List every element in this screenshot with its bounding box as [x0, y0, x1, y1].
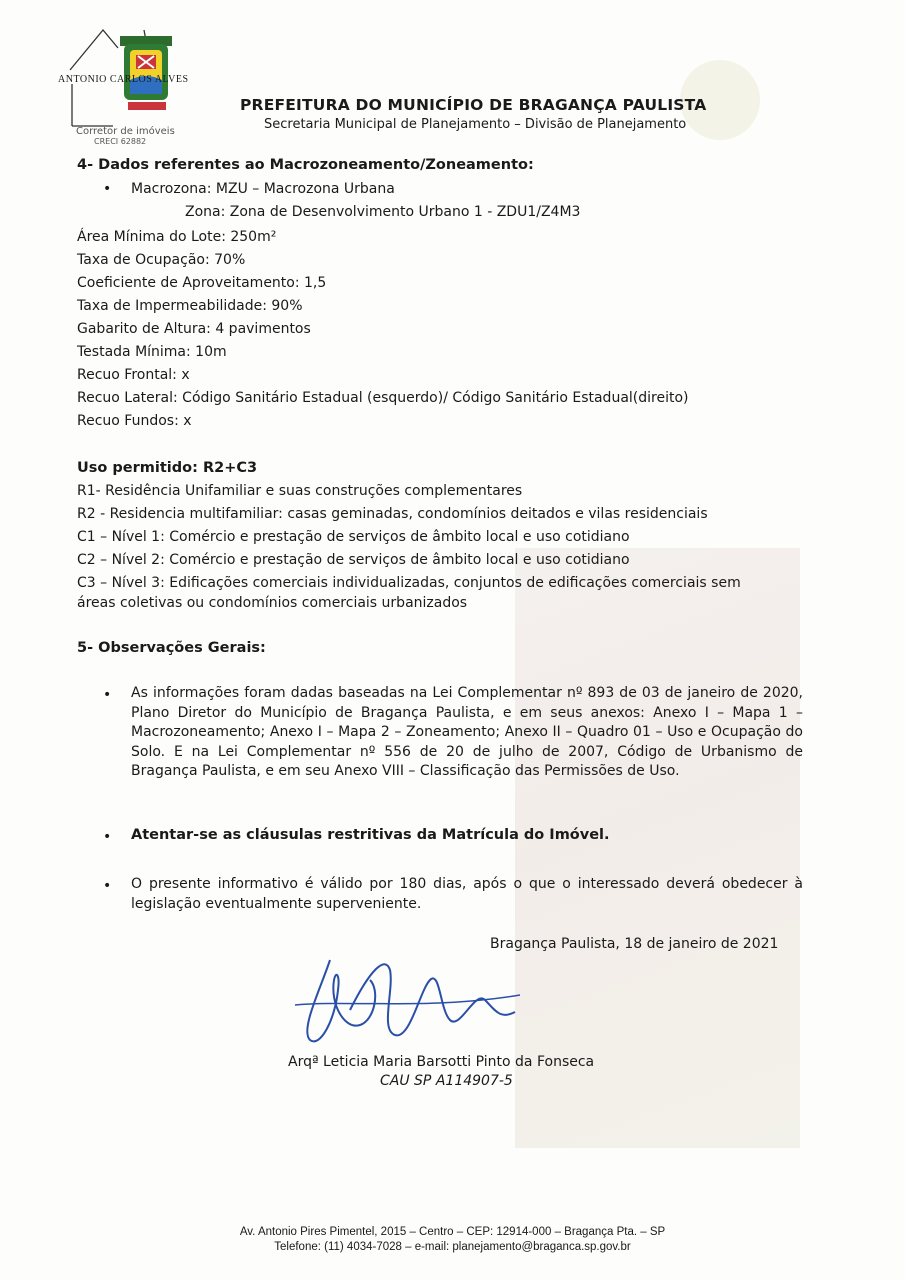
section-5-heading: 5- Observações Gerais:: [77, 640, 266, 656]
uso-item-c1: C1 – Nível 1: Comércio e prestação de serviços de âmbito local e uso cotidiano: [77, 529, 630, 545]
bullet-dot: •: [103, 829, 112, 845]
param-recuo-lateral: Recuo Lateral: Código Sanitário Estadual (esquerdo)/ Código Sanitário Estadual(direito): [77, 390, 689, 406]
param-recuo-frontal: Recuo Frontal: x: [77, 367, 190, 383]
observation-3: O presente informativo é válido por 180 dias, após o que o interessado deverá obedecer à legislação eventualmente superveniente.: [131, 876, 803, 912]
uso-item-r1: R1- Residência Unifamiliar e suas construções complementares: [77, 483, 523, 499]
uso-item-c3-continued: áreas coletivas ou condomínios comerciais urbanizados: [77, 595, 468, 611]
broker-role: Corretor de imóveis: [76, 126, 175, 137]
section-4-heading: 4- Dados referentes ao Macrozoneamento/Zoneamento:: [77, 157, 534, 173]
page-subtitle: Secretaria Municipal de Planejamento – Divisão de Planejamento: [264, 117, 687, 132]
zona-line: Zona: Zona de Desenvolvimento Urbano 1 - ZDU1/Z4M3: [185, 204, 581, 220]
param-impermeabilidade: Taxa de Impermeabilidade: 90%: [77, 298, 303, 314]
page-title: PREFEITURA DO MUNICÍPIO DE BRAGANÇA PAULISTA: [240, 96, 707, 114]
param-taxa-ocupacao: Taxa de Ocupação: 70%: [77, 252, 246, 268]
param-coeficiente: Coeficiente de Aproveitamento: 1,5: [77, 275, 327, 291]
param-testada: Testada Mínima: 10m: [77, 344, 227, 360]
broker-name: ANTONIO CARLOS ALVES: [58, 74, 189, 85]
bullet-dot: •: [103, 687, 112, 703]
param-area-minima: Área Mínima do Lote: 250m²: [77, 229, 277, 245]
signer-registration: CAU SP A114907-5: [380, 1073, 513, 1089]
uso-item-r2: R2 - Residencia multifamiliar: casas geminadas, condomínios deitados e vilas residenciais: [77, 506, 708, 522]
broker-creci: CRECI 62882: [94, 137, 147, 146]
observation-2: Atentar-se as cláusulas restritivas da Matrícula do Imóvel.: [131, 827, 610, 843]
bullet-dot: •: [103, 181, 112, 197]
param-recuo-fundos: Recuo Fundos: x: [77, 413, 192, 429]
signer-name: Arqª Leticia Maria Barsotti Pinto da Fonseca: [288, 1054, 595, 1070]
macrozona-line: Macrozona: MZU – Macrozona Urbana: [131, 181, 395, 197]
uso-heading: Uso permitido: R2+C3: [77, 460, 258, 476]
bullet-dot: •: [103, 878, 112, 894]
document-date: Bragança Paulista, 18 de janeiro de 2021: [490, 936, 779, 952]
handwritten-signature: [290, 950, 530, 1065]
param-gabarito: Gabarito de Altura: 4 pavimentos: [77, 321, 311, 337]
footer-address: Av. Antonio Pires Pimentel, 2015 – Centro – CEP: 12914-000 – Bragança Pta. – SP: [239, 1226, 666, 1238]
uso-item-c3: C3 – Nível 3: Edificações comerciais individualizadas, conjuntos de edificações comerciais sem: [77, 575, 741, 591]
footer-contact: Telefone: (11) 4034-7028 – e-mail: planejamento@braganca.sp.gov.br: [274, 1241, 631, 1253]
observation-1: As informações foram dadas baseadas na Lei Complementar nº 893 de 03 de janeiro de 2020, Plano Diretor do Município de Bragança Paulista, e em seus anexos: Anexo I – Mapa 1 – Macrozoneamento; Anexo I – Mapa 2 – Zoneamento; Anexo II – Quadro 01 – Uso e Ocupação do Solo. E na Lei Complementar nº 556 de 20 de julho de 2007, Código de Urbanismo de Bragança Paulista, e em seu Anexo VIII – Classificação das Permissões de Uso.: [131, 685, 803, 779]
uso-item-c2: C2 – Nível 2: Comércio e prestação de serviços de âmbito local e uso cotidiano: [77, 552, 630, 568]
